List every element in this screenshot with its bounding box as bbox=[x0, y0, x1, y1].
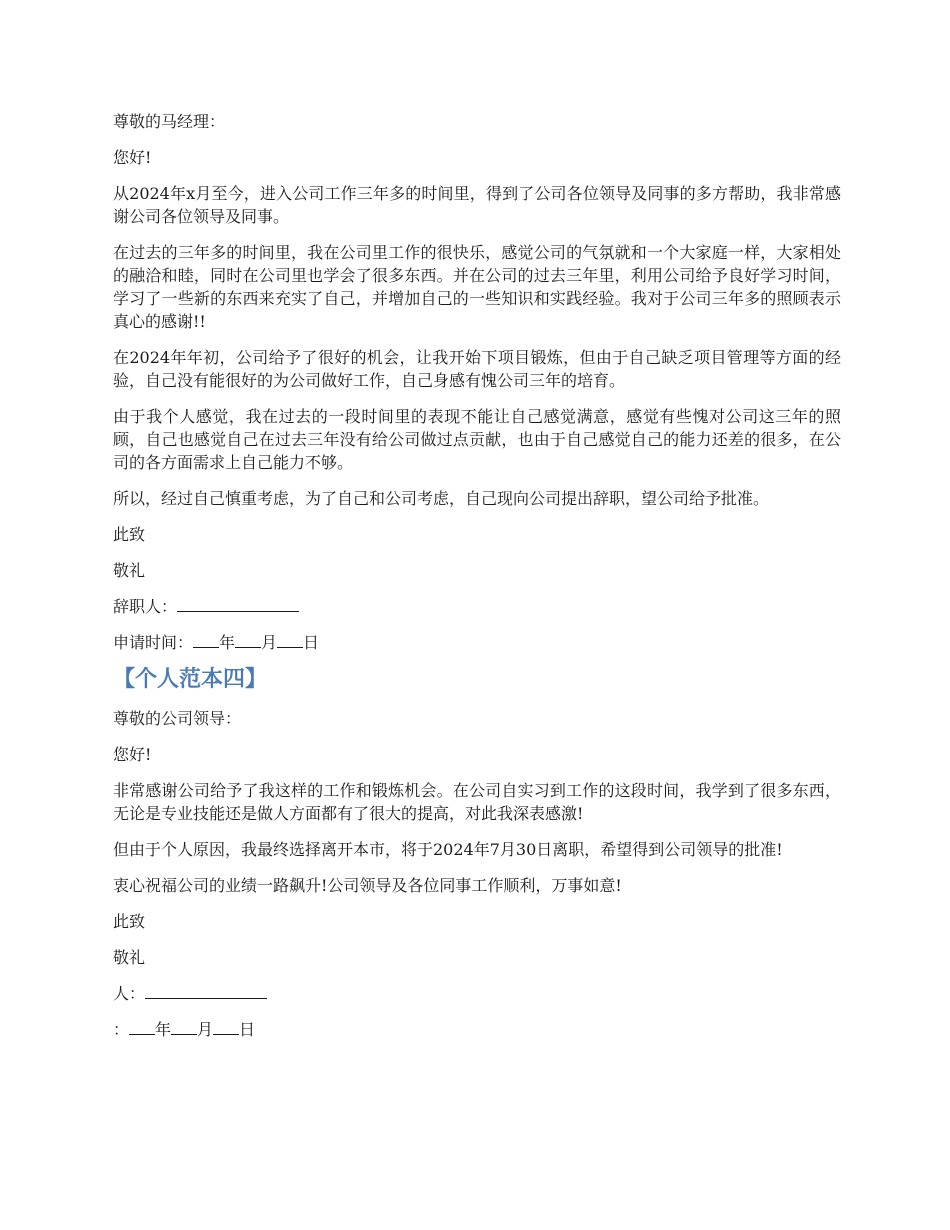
closing-line: 敬礼 bbox=[113, 561, 146, 580]
body-paragraph: 在2024年年初，公司给予了很好的机会，让我开始下项目锻炼，但由于自己缺乏项目管理等方面的经验，自己没有能很好的为公司做好工作，自己身感有愧公司三年的培育。 bbox=[113, 348, 841, 390]
month-label: 月 bbox=[261, 633, 278, 652]
month-label: 月 bbox=[197, 1020, 214, 1039]
greeting: 您好! bbox=[113, 148, 152, 167]
signer-label: 人： bbox=[113, 984, 146, 1003]
year-label: 年 bbox=[155, 1020, 172, 1039]
date-label: 申请时间： bbox=[113, 633, 194, 652]
signer-line bbox=[113, 982, 841, 1005]
closing-line: 敬礼 bbox=[113, 948, 146, 967]
day-label: 日 bbox=[239, 1020, 256, 1039]
year-label: 年 bbox=[219, 633, 236, 652]
body-paragraph: 但由于个人原因，我最终选择离开本市，将于2024年7月30日离职，希望得到公司领导的批准! bbox=[113, 840, 783, 859]
signature-blank bbox=[145, 982, 267, 999]
year-blank bbox=[129, 1018, 155, 1035]
body-paragraph: 在过去的三年多的时间里，我在公司里工作的很快乐，感觉公司的气氛就和一个大家庭一样，大家相处的融洽和睦，同时在公司里也学会了很多东西。并在公司的过去三年里，利用公司给予良好学习时间，学习了一些新的东西来充实了自己，并增加自己的一些知识和实践经验。我对于公司三年多的照顾表示真心的感谢!! bbox=[113, 243, 841, 331]
closing-line: 此致 bbox=[113, 912, 146, 931]
body-paragraph: 从2024年x月至今，进入公司工作三年多的时间里，得到了公司各位领导及同事的多方帮助，我非常感谢公司各位领导及同事。 bbox=[113, 184, 841, 226]
body-paragraph: 所以，经过自己慎重考虑，为了自己和公司考虑，自己现向公司提出辞职，望公司给予批准。 bbox=[113, 489, 770, 508]
body-paragraph: 衷心祝福公司的业绩一路飙升!公司领导及各位同事工作顺利，万事如意! bbox=[113, 876, 622, 895]
date-line bbox=[113, 631, 841, 654]
section-heading: 【个人范本四】 bbox=[113, 667, 268, 692]
day-blank bbox=[277, 631, 303, 648]
closing-line: 此致 bbox=[113, 525, 146, 544]
signer-line bbox=[113, 595, 841, 618]
month-blank bbox=[171, 1018, 197, 1035]
day-label: 日 bbox=[303, 633, 320, 652]
signature-blank bbox=[177, 595, 299, 612]
year-blank bbox=[193, 631, 219, 648]
date-line bbox=[113, 1018, 841, 1041]
document-page bbox=[113, 110, 841, 1054]
salutation: 尊敬的马经理： bbox=[113, 112, 226, 131]
month-blank bbox=[235, 631, 261, 648]
date-label: ： bbox=[113, 1020, 130, 1039]
body-paragraph: 非常感谢公司给予了我这样的工作和锻炼机会。在公司自实习到工作的这段时间，我学到了很多东西，无论是专业技能还是做人方面都有了很大的提高，对此我深表感激! bbox=[113, 781, 841, 823]
body-paragraph: 由于我个人感觉，我在过去的一段时间里的表现不能让自己感觉满意，感觉有些愧对公司这三年的照顾，自己也感觉自己在过去三年没有给公司做过点贡献，也由于自己感觉自己的能力还差的很多，在公司的各方面需求上自己能力不够。 bbox=[113, 407, 841, 472]
signer-label: 辞职人： bbox=[113, 597, 178, 616]
greeting: 您好! bbox=[113, 745, 152, 764]
day-blank bbox=[213, 1018, 239, 1035]
salutation: 尊敬的公司领导： bbox=[113, 709, 242, 728]
